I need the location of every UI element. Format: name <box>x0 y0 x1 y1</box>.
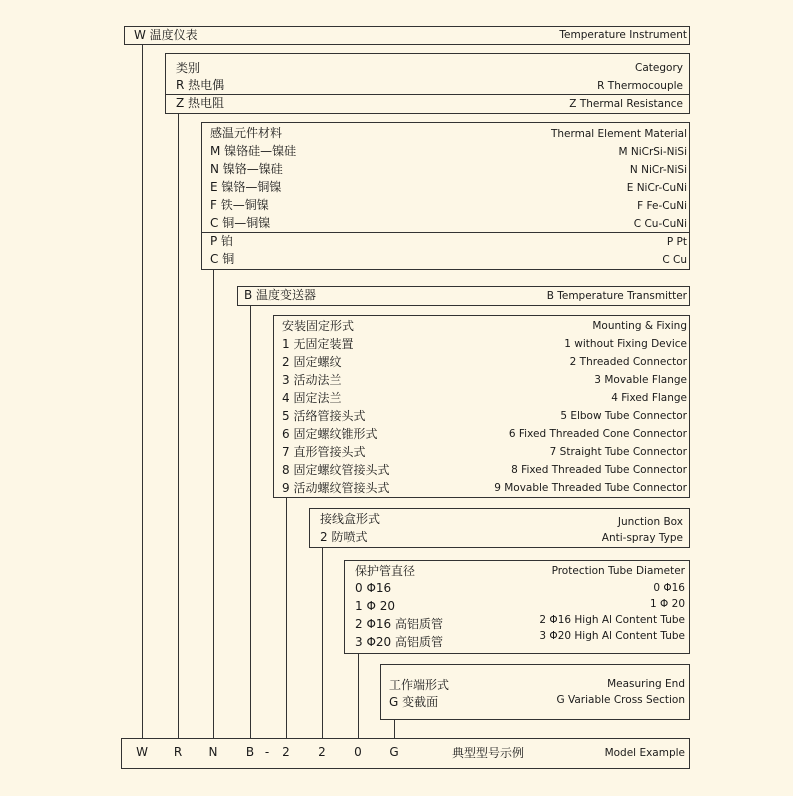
material-item-en: E NiCr-CuNi <box>626 182 687 194</box>
root-zh: W 温度仪表 <box>134 28 198 42</box>
junction-item-zh: 2 防喷式 <box>320 530 368 544</box>
measuring-title-en: Measuring End <box>607 678 685 690</box>
mounting-item-en: 7 Straight Tube Connector <box>549 446 687 458</box>
tube-item-zh: 1 Φ 20 <box>355 599 395 613</box>
mounting-item-en: 4 Fixed Flange <box>611 392 687 404</box>
mounting-item-zh: 9 活动螺纹管接头式 <box>282 481 390 495</box>
material-item-zh: E 镍铬—铜镍 <box>210 180 282 194</box>
example-code: - <box>264 745 270 759</box>
measuring-item-en: G Variable Cross Section <box>556 694 685 706</box>
tube-title-en: Protection Tube Diameter <box>551 565 685 577</box>
tube-item-zh: 3 Φ20 高铝质管 <box>355 635 443 649</box>
connector-junction <box>322 547 323 738</box>
material-item-zh: M 镍铬硅—镍硅 <box>210 144 297 158</box>
connector-mounting <box>286 497 287 738</box>
mounting-title-en: Mounting & Fixing <box>592 320 687 332</box>
junction-title-zh: 接线盒形式 <box>320 512 381 526</box>
mounting-item-en: 6 Fixed Threaded Cone Connector <box>508 428 687 440</box>
connector-tube <box>358 653 359 738</box>
mounting-item-zh: 8 固定螺纹管接头式 <box>282 463 390 477</box>
tube-item-zh: 2 Φ16 高铝质管 <box>355 617 443 631</box>
mounting-item-en: 8 Fixed Threaded Tube Connector <box>511 464 687 476</box>
category-title-en: Category <box>635 62 683 74</box>
mounting-item-en: 9 Movable Threaded Tube Connector <box>494 482 687 494</box>
material-divider <box>201 232 690 233</box>
category-item-zh: Z 热电阻 <box>176 96 225 110</box>
junction-item-en: Anti-spray Type <box>601 532 683 544</box>
material-item-zh: P 铂 <box>210 234 234 248</box>
mounting-item-en: 2 Threaded Connector <box>569 356 687 368</box>
category-item-en: R Thermocouple <box>597 80 683 92</box>
material-item-en: P Pt <box>666 236 687 248</box>
example-code: N <box>208 745 218 759</box>
measuring-title-zh: 工作端形式 <box>389 678 450 692</box>
material-title-zh: 感温元件材料 <box>210 126 283 140</box>
connector-category <box>178 113 179 738</box>
category-item-zh: R 热电偶 <box>176 78 225 92</box>
mounting-item-zh: 2 固定螺纹 <box>282 355 342 369</box>
root-en: Temperature Instrument <box>559 29 687 41</box>
mounting-item-zh: 5 活络管接头式 <box>282 409 366 423</box>
material-item-en: C Cu-CuNi <box>633 218 687 230</box>
tube-item-en: 2 Φ16 High Al Content Tube <box>539 614 685 626</box>
connector-material <box>213 269 214 738</box>
material-title-en: Thermal Element Material <box>550 128 687 140</box>
tube-item-en: 3 Φ20 High Al Content Tube <box>539 630 685 642</box>
material-item-en: C Cu <box>662 254 687 266</box>
example-code: 2 <box>318 745 326 759</box>
material-item-en: N NiCr-NiSi <box>629 164 687 176</box>
material-item-zh: C 铜 <box>210 252 235 266</box>
category-divider <box>165 94 690 95</box>
mounting-item-zh: 1 无固定装置 <box>282 337 354 351</box>
mounting-item-zh: 6 固定螺纹锥形式 <box>282 427 378 441</box>
example-code: R <box>173 745 183 759</box>
junction-title-en: Junction Box <box>617 516 683 528</box>
tube-item-en: 1 Φ 20 <box>650 598 685 610</box>
tube-item-zh: 0 Φ16 <box>355 581 392 595</box>
category-item-en: Z Thermal Resistance <box>569 98 683 110</box>
material-item-zh: F 铁—铜镍 <box>210 198 269 212</box>
mounting-item-en: 5 Elbow Tube Connector <box>560 410 687 422</box>
material-item-zh: C 铜—铜镍 <box>210 216 271 230</box>
transmitter-zh: B 温度变送器 <box>244 288 317 302</box>
measuring-item-zh: G 变截面 <box>389 695 439 709</box>
category-title-zh: 类别 <box>176 61 201 75</box>
material-item-zh: N 镍铬—镍硅 <box>210 162 283 176</box>
material-item-en: F Fe-CuNi <box>637 200 687 212</box>
mounting-title-zh: 安装固定形式 <box>282 319 355 333</box>
example-code: G <box>389 745 399 759</box>
connector-measuring <box>394 719 395 738</box>
example-code: 0 <box>354 745 362 759</box>
tube-item-en: 0 Φ16 <box>653 582 685 594</box>
example-label-zh: 典型型号示例 <box>452 746 525 760</box>
transmitter-en: B Temperature Transmitter <box>546 290 687 302</box>
mounting-item-zh: 4 固定法兰 <box>282 391 342 405</box>
mounting-item-en: 3 Movable Flange <box>594 374 687 386</box>
example-code: 2 <box>282 745 290 759</box>
example-code: B <box>245 745 255 759</box>
mounting-item-zh: 3 活动法兰 <box>282 373 342 387</box>
tube-title-zh: 保护管直径 <box>355 564 416 578</box>
material-item-en: M NiCrSi-NiSi <box>618 146 687 158</box>
connector-transmitter <box>250 305 251 738</box>
mounting-item-en: 1 without Fixing Device <box>564 338 687 350</box>
connector-w <box>142 45 143 738</box>
example-code: W <box>136 745 148 759</box>
mounting-item-zh: 7 直形管接头式 <box>282 445 366 459</box>
example-label-en: Model Example <box>604 747 685 759</box>
